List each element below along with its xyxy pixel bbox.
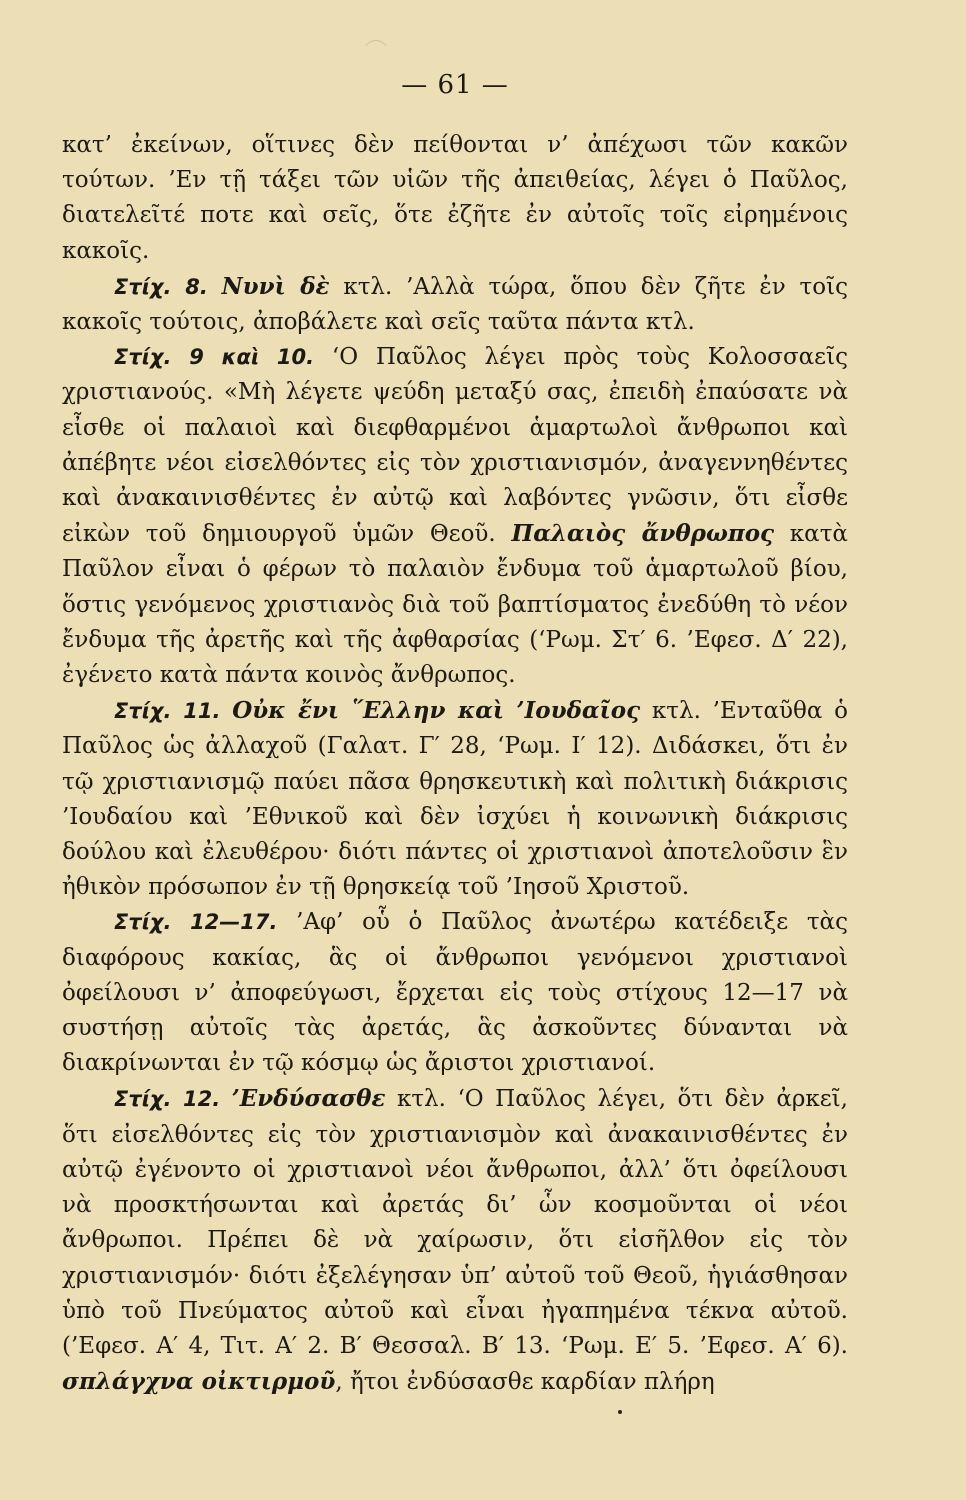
paragraph-text: κτλ. ’Ενταῦθα ὁ Παῦλος ὡς ἀλλαχοῦ (Γαλατ. Γ′ 28, ‘Ρωμ. Ι′ 12). Διδάσκει, ὅτι ἐν τῷ χριστιανισμῷ παύει πᾶσα θρησκευτικὴ καὶ πολιτικὴ διάκρισις ’Ιουδαίου καὶ ’Εθνικοῦ καὶ δὲν ἰσχύει ἡ κοινωνικὴ διάκρισις δούλου καὶ ἐλευθέρου· διότι πάντες οἱ χριστιανοὶ ἀποτελοῦσιν ἓν ἠθικὸν πρόσωπον ἐν τῇ θρησκείᾳ τοῦ ’Ιησοῦ Χριστοῦ. [62, 698, 849, 901]
lemma-phrase: ’Ενδύσασθε [231, 1085, 386, 1113]
lemma-phrase: Οὐκ ἔνι ῞Ελλην καὶ ’Ιουδαῖος [232, 697, 641, 725]
lemma-phrase: σπλάγχνα οἰκτιρμοῦ [62, 1368, 336, 1396]
verse-reference: Στίχ. 11. [114, 699, 221, 724]
lemma-phrase: Νυνὶ δὲ [221, 272, 330, 300]
paragraph-4 [62, 693, 848, 905]
paragraph-3 [62, 340, 848, 693]
paragraph-6 [62, 1081, 848, 1400]
paragraph-text: ’Αφ’ οὗ ὁ Παῦλος ἀνωτέρω κατέδειξε τὰς διαφόρους κακίας, ἃς οἱ ἄνθρωποι γενόμενοι χριστιανοὶ ὀφείλουσι ν’ ἀποφεύγωσι, ἔρχεται εἰς τοὺς στίχους 12—17 νὰ συστήσῃ αὐτοῖς τὰς ἀρετάς, ἃς ἀσκοῦντες δύνανται νὰ διακρίνωνται ἐν τῷ κόσμῳ ὡς ἄριστοι χριστιανοί. [62, 909, 848, 1077]
lemma-phrase: Παλαιὸς ἄνθρωπος [511, 520, 775, 548]
paragraph-text [220, 1086, 232, 1112]
paragraph-5 [62, 905, 848, 1081]
paragraph-text: , ἤτοι ἐνδύσασθε καρδίαν πλήρη [335, 1369, 715, 1396]
verse-reference: Στίχ. 12. [114, 1087, 221, 1112]
paragraph-1 [62, 128, 848, 269]
paragraph-text: κατὰ Παῦλον εἶναι ὁ φέρων τὸ παλαιὸν ἔνδυμα τοῦ ἁμαρτωλοῦ βίου, ὅστις γενόμενος χριστιανὸς διὰ τοῦ βαπτίσματος ἐνεδύθη τὸ νέον ἔνδυμα τῆς ἀρετῆς καὶ τῆς ἀφθαρσίας (‘Ρωμ. Στ′ 6. ’Εφεσ. Δ′ 22), ἐγένετο κατὰ πάντα κοινὸς ἄνθρωπος. [62, 521, 848, 689]
paragraph-text: κατ’ ἐκείνων, οἵτινες δὲν πείθονται ν’ ἀπέχωσι τῶν κακῶν τούτων. ’Εν τῇ τάξει τῶν υἱῶν τῆς ἀπειθείας, λέγει ὁ Παῦλος, διατελεῖτέ ποτε καὶ σεῖς, ὅτε ἐζῆτε ἐν αὐτοῖς τοῖς εἰρημένοις κακοῖς. [62, 132, 848, 264]
paragraph-text: κτλ. ’Αλλὰ τώρα, ὅπου δὲν ζῆτε ἐν τοῖς κακοῖς τούτοις, ἀποβάλετε καὶ σεῖς ταῦτα πάντα κτλ. [62, 273, 848, 336]
verse-reference: Στίχ. 12—17. [114, 910, 278, 935]
verse-reference: Στίχ. 9 καὶ 10. [114, 345, 315, 370]
paragraph-text [220, 698, 232, 724]
paragraph-text: ‘Ο Παῦλος λέγει πρὸς τοὺς Κολοσσαεῖς χριστιανούς. «Μὴ λέγετε ψεύδη μεταξύ σας, ἐπειδὴ ἐπαύσατε νὰ εἶσθε οἱ παλαιοὶ καὶ διεφθαρμένοι ἁμαρτωλοὶ ἄνθρωποι καὶ ἀπέβητε νέοι εἰσελθόντες εἰς τὸν χριστιανισμόν, ἀναγεννηθέντες καὶ ἀνακαινισθέντες ἐν αὐτῷ καὶ λαβόντες γνῶσιν, ὅτι εἶσθε εἰκὼν τοῦ δημιουργοῦ ὑμῶν Θεοῦ. [62, 344, 848, 548]
paragraph-text: κτλ. ‘Ο Παῦλος λέγει, ὅτι δὲν ἀρκεῖ, ὅτι εἰσελθόντες εἰς τὸν χριστιανισμὸν καὶ ἀνακαινισθέντες ἐν αὐτῷ ἐγένοντο οἱ χριστιανοὶ νέοι ἄνθρωποι, ἀλλ’ ὅτι ὀφείλουσι νὰ προσκτήσωνται καὶ ἀρετάς δι’ ὧν κοσμοῦνται οἱ νέοι ἄνθρωποι. Πρέπει δὲ νὰ χαίρωσιν, ὅτι εἰσῆλθον εἰς τὸν χριστιανισμόν· διότι ἐξελέγησαν ὑπ’ αὐτοῦ τοῦ Θεοῦ, ἡγιάσθησαν ὑπὸ τοῦ Πνεύματος αὐτοῦ καὶ εἶναι ἠγαπημένα τέκνα αὐτοῦ. (’Εφεσ. Α′ 4, Τιτ. Α′ 2. Β′ Θεσσαλ. Β′ 13. ‘Ρωμ. Ε′ 5. ’Εφεσ. Α′ 6). [62, 1086, 848, 1359]
body-text [62, 128, 848, 1400]
paragraph-2 [62, 269, 848, 340]
page-number: — 61 — [401, 70, 509, 100]
verse-reference: Στίχ. 8. [114, 274, 208, 299]
ink-dot [618, 1410, 622, 1414]
paragraph-text [208, 274, 222, 300]
